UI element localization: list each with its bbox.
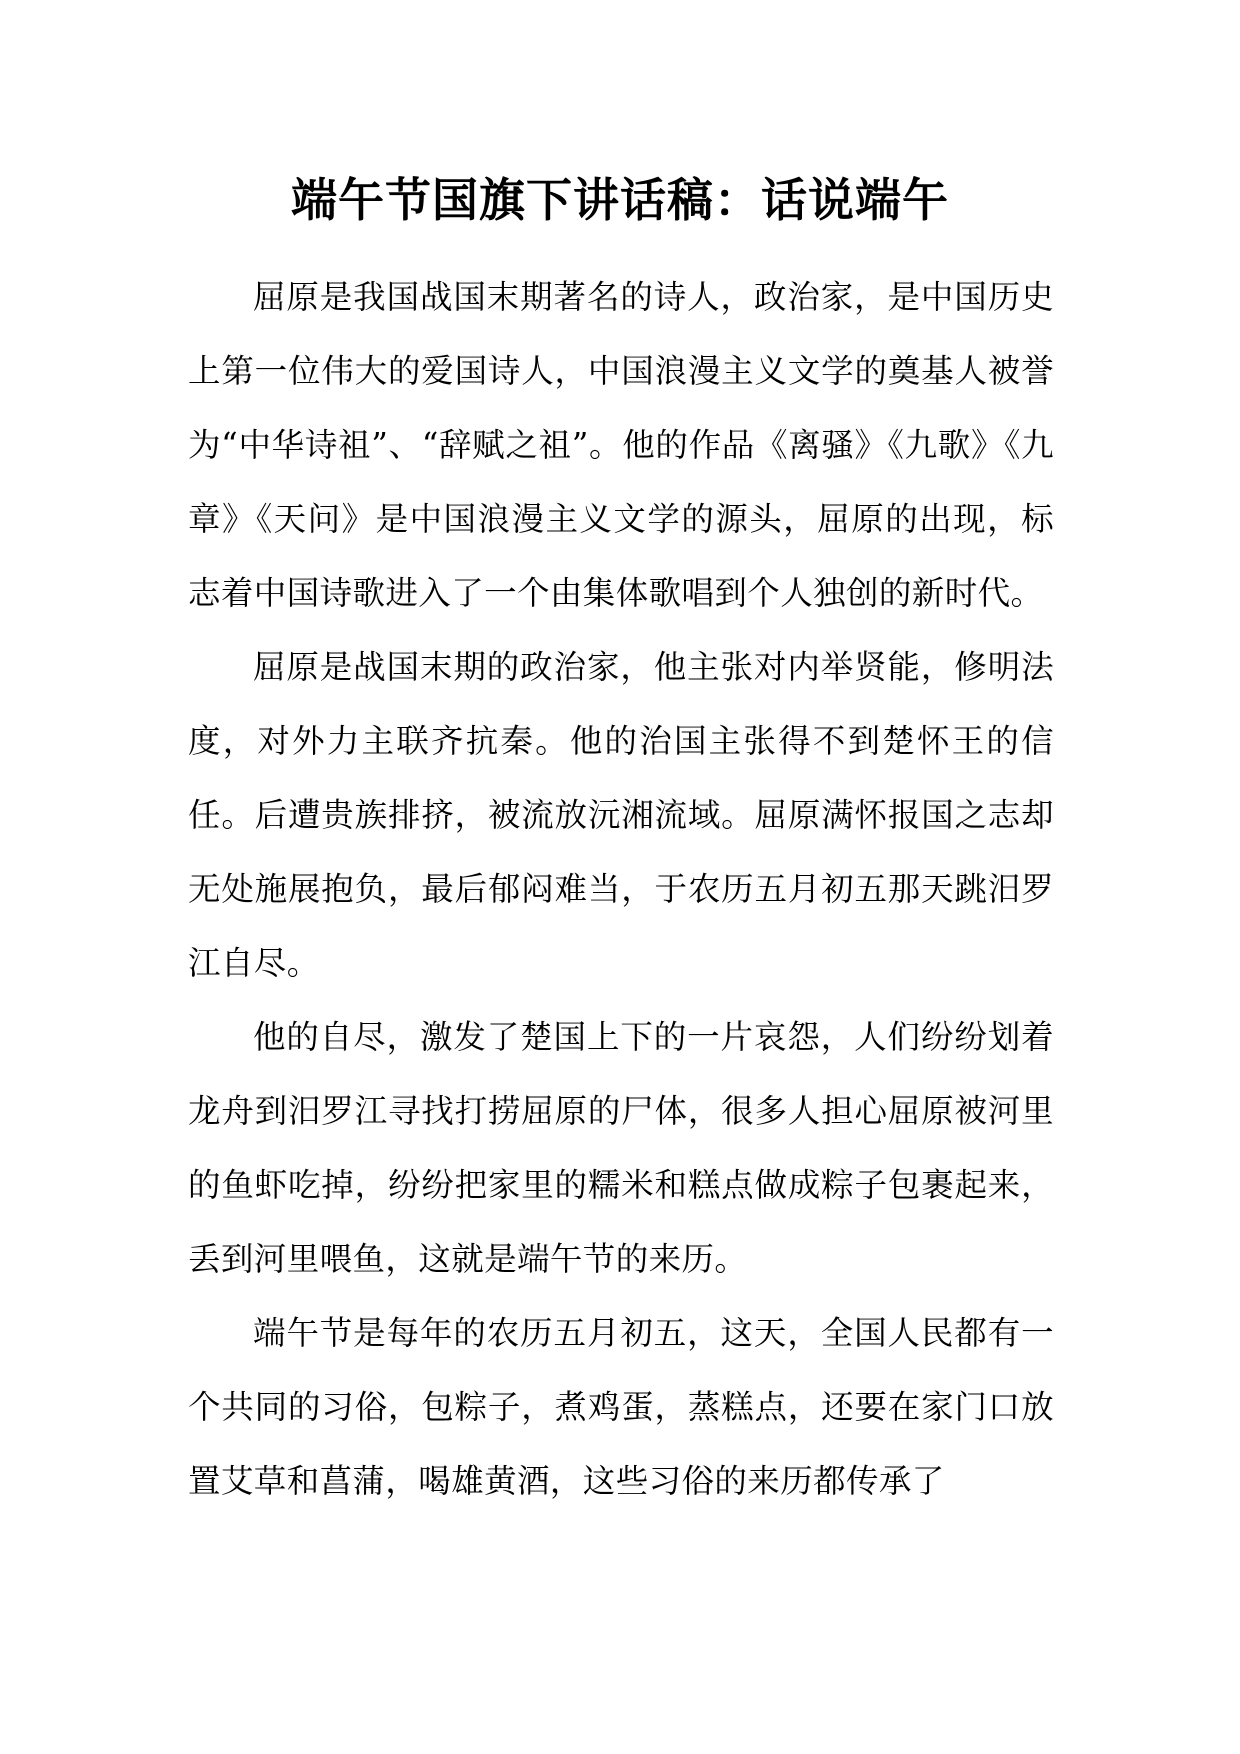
paragraph-3: 他的自尽，激发了楚国上下的一片哀怨，人们纷纷划着龙舟到汨罗江寻找打捞屈原的尸体，很多人担心屈原被河里的鱼虾吃掉，纷纷把家里的糯米和糕点做成粽子包裹起来，丢到河里喂鱼，这就是端午节的来历。 <box>188 1018 1054 1278</box>
document-title: 端午节国旗下讲话稿：话说端午 <box>291 173 949 227</box>
paragraph-2: 屈原是战国末期的政治家，他主张对内举贤能，修明法度，对外力主联齐抗秦。他的治国主张得不到楚怀王的信任。后遭贵族排挤，被流放沅湘流域。屈原满怀报国之志却无处施展抱负，最后郁闷难当，于农历五月初五那天跳汨罗江自尽。 <box>188 648 1054 982</box>
document-body <box>188 260 1054 1518</box>
paragraph-4: 端午节是每年的农历五月初五，这天，全国人民都有一个共同的习俗，包粽子，煮鸡蛋，蒸糕点，还要在家门口放置艾草和菖蒲，喝雄黄酒，这些习俗的来历都传承了 <box>188 1314 1054 1500</box>
paragraph-1: 屈原是我国战国末期著名的诗人，政治家，是中国历史上第一位伟大的爱国诗人，中国浪漫主义文学的奠基人被誉为“中华诗祖”、“辞赋之祖”。他的作品《离骚》《九歌》《九章》《天问》是中国浪漫主义文学的源头，屈原的出现，标志着中国诗歌进入了一个由集体歌唱到个人独创的新时代。 <box>188 278 1054 612</box>
